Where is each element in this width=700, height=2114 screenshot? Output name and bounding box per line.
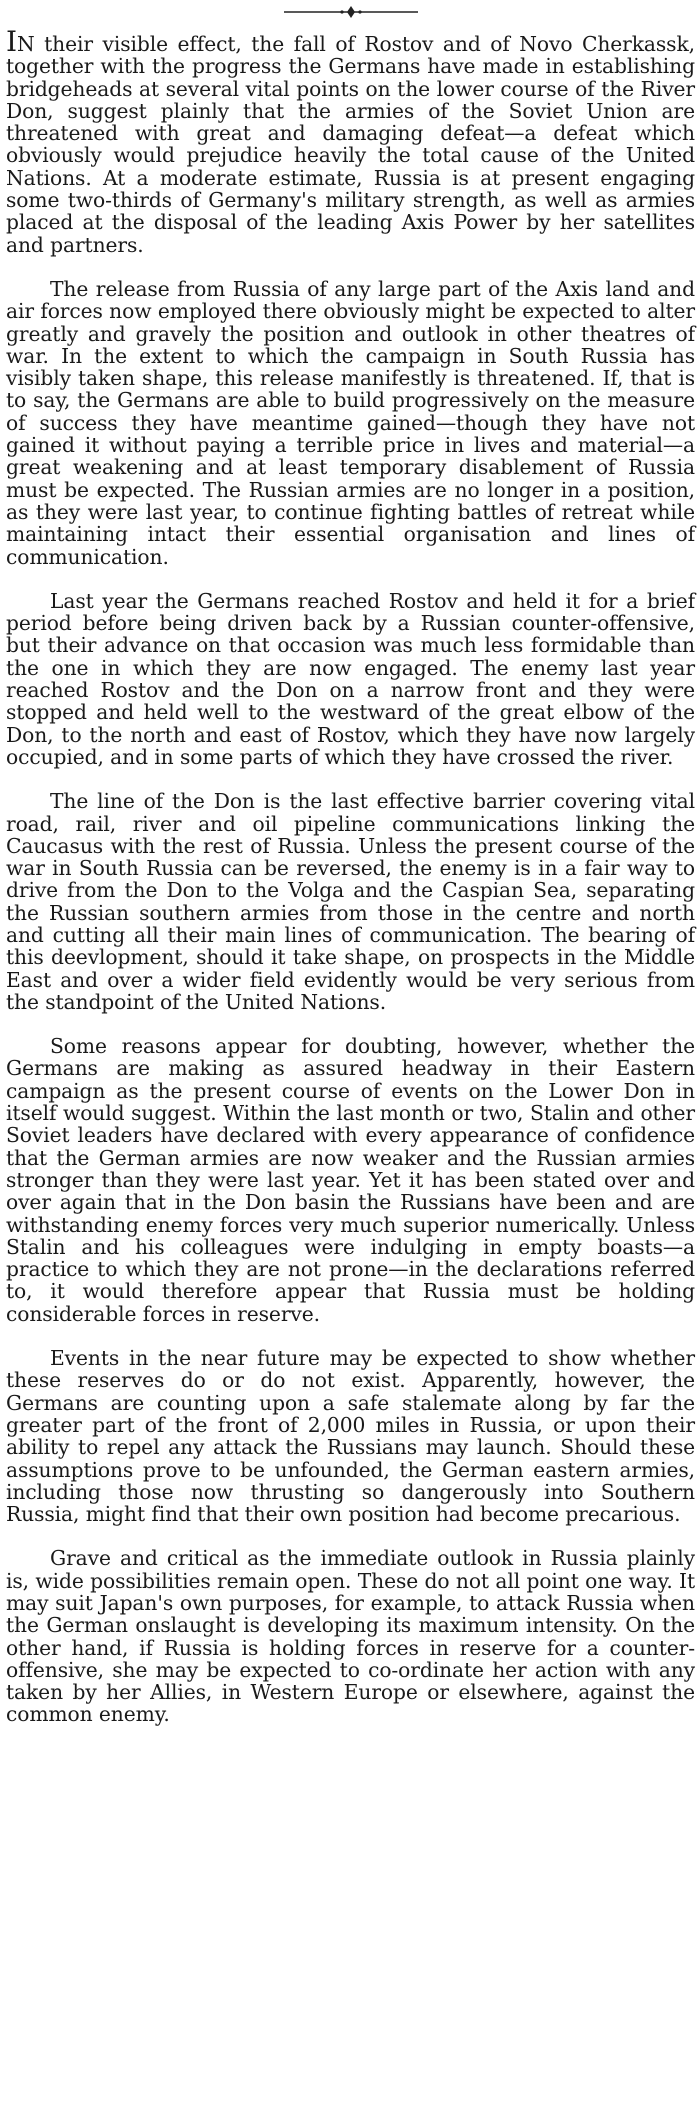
article-paragraph: Some reasons appear for doubting, however, whether the Germans are making as assured headway in their Eastern campaign as the present course of events on the Lower Don in itself would suggest. Within the last month or two, Stalin and other Soviet leaders have declared with every appearance of confidence that the German armies are now weaker and the Russian armies stronger than they were last year. Yet it has been stated over and over again that in the Don basin the Russians have been and are withstanding enemy forces very much superior numerically. Unless Stalin and his colleagues were indulging in empty boasts—a practice to which they are not prone—in the declarations referred to, it would therefore appear that Russia must be holding considerable forces in reserve.	[6, 1034, 695, 1326]
article-paragraph: Events in the near future may be expected to show whether these reserves do or do not exist. Apparently, however, the Germans are counting upon a safe stalemate along by far the greater part of the front of 2,000 miles in Russia, or upon their ability to repel any attack the Russians may launch. Should these assumptions prove to be unfounded, the German eastern armies, including those now thrusting so dangerously into Southern Russia, might find that their own position had become precarious.	[6, 1346, 695, 1527]
article-paragraph	[6, 25, 695, 257]
paragraph-text: N their visible effect, the fall of Rostov and of Novo Cherkassk, together with the progress the Germans have made in establishing bridgeheads at several vital points on the lower course of the River Don, suggest plainly that the armies of the Soviet Union are threatened with great and damaging defeat—a defeat which obviously would prejudice heavily the total cause of the United Nations. At a moderate estimate, Russia is at present engaging some two-thirds of Germany's military strength, as well as armies placed at the disposal of the leading Axis Power by her satellites and partners.	[6, 32, 695, 257]
article-paragraph: Last year the Germans reached Rostov and held it for a brief period before being driven back by a Russian counter-offensive, but their advance on that occasion was much less formidable than the one in which they are now engaged. The enemy last year reached Rostov and the Don on a narrow front and they were stopped and held well to the westward of the great elbow of the Don, to the north and east of Rostov, which they have now largely occupied, and in some parts of which they have crossed the river.	[6, 588, 695, 769]
article-paragraph: The line of the Don is the last effective barrier covering vital road, rail, river and oil pipeline communications linking the Caucasus with the rest of Russia. Unless the present course of the war in South Russia can be reversed, the enemy is in a fair way to drive from the Don to the Volga and the Caspian Sea, separating the Russian southern armies from those in the centre and north and cutting all their main lines of communication. The bearing of this deevlopment, should it take shape, on prospects in the Middle East and over a wider field evidently would be very serious from the standpoint of the United Nations.	[6, 789, 695, 1014]
drop-cap: I	[6, 25, 17, 58]
ornament-divider	[276, 4, 426, 20]
article-paragraph: The release from Russia of any large part of the Axis land and air forces now employed there obviously might be expected to alter greatly and gravely the position and outlook in other theatres of war. In the extent to which the campaign in South Russia has visibly taken shape, this release manifestly is threatened. If, that is to say, the Germans are able to build progressively on the measure of success they have meantime gained—though they have not gained it without paying a terrible price in lives and material—a great weakening and at least temporary disablement of Russia must be expected. The Russian armies are no longer in a position, as they were last year, to continue fighting battles of retreat while maintaining intact their essential organisation and lines of communication.	[6, 276, 695, 569]
article-paragraph: Grave and critical as the immediate outlook in Russia plainly is, wide possibilities remain open. These do not all point one way. It may suit Japan's own purposes, for example, to attack Russia when the German onslaught is developing its maximum intensity. On the other hand, if Russia is holding forces in reserve for a counter-offensive, she may be expected to co-ordinate her action with any taken by her Allies, in Western Europe or elsewhere, against the common enemy.	[6, 1546, 695, 1727]
editorial-article	[6, 25, 695, 1727]
